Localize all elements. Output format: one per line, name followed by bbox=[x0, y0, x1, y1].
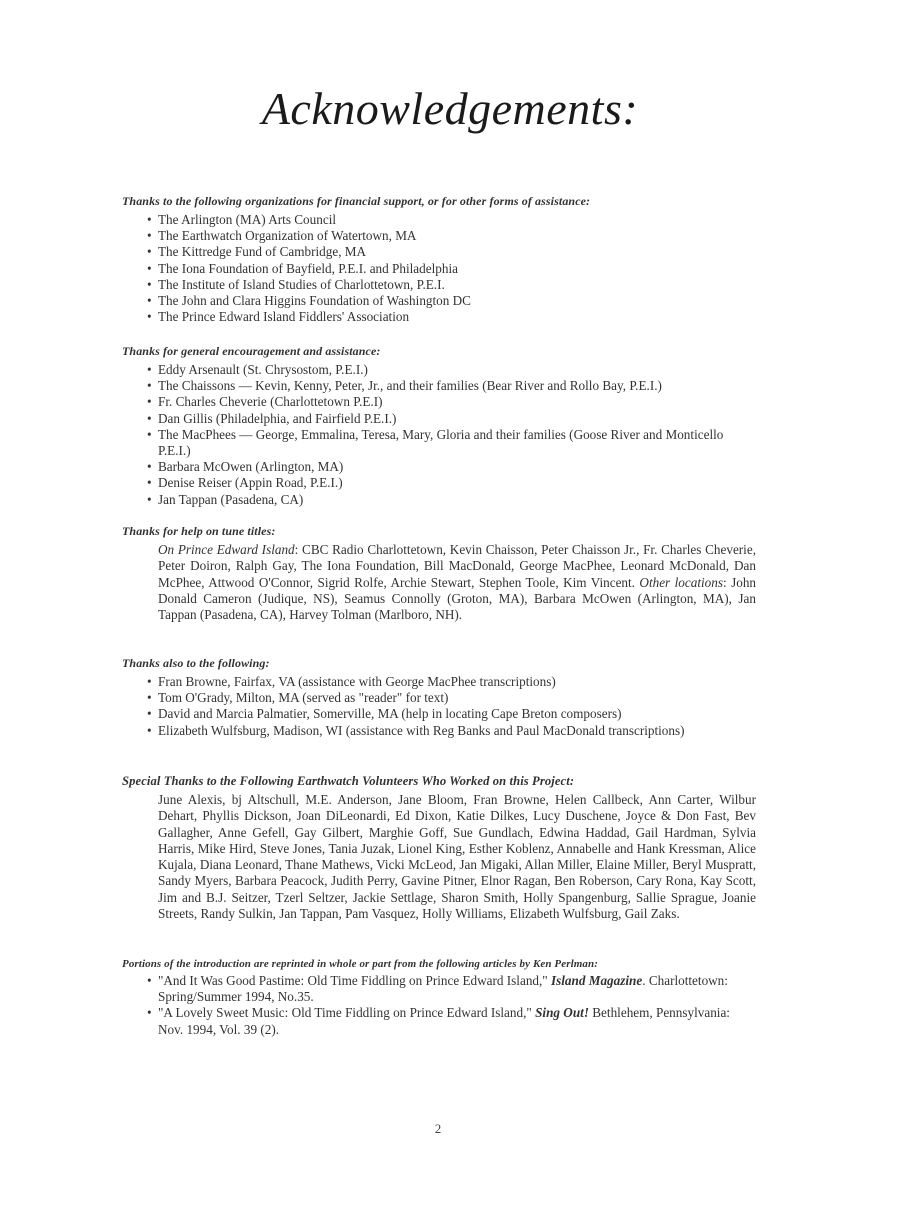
tune-titles-paragraph bbox=[158, 542, 756, 623]
list-item: • The John and Clara Higgins Foundation of Washington DC bbox=[158, 293, 756, 309]
list-item: • David and Marcia Palmatier, Somerville, MA (help in locating Cape Breton composers) bbox=[158, 706, 756, 722]
portions-heading: Portions of the introduction are reprinted in whole or part from the following articles by Ken Perlman: bbox=[122, 958, 599, 970]
article-title: "A Lovely Sweet Music: Old Time Fiddling on Prince Edward Island," bbox=[158, 1005, 536, 1021]
volunteers-paragraph: June Alexis, bj Altschull, M.E. Anderson, Jane Bloom, Fran Browne, Helen Callbeck, Ann Carter, Wilbur Dehart, Phyllis Dickson, Joan DiLeonardi, Ed Dixon, Katie Dilkes, Lucy Duschene, Joyce & Don Fast, Bev Gallagher, Anne Gefell, Gay Gilbert, Marghie Goff, Sue Gundlach, Edwina Haddad, Gail Hardman, Sylvia Harris, Mike Hird, Steve Jones, Tania Juzak, Lionel King, Esther Koblenz, Annabelle and Hank Kressman, Alice Kujala, Diana Leonard, Thane Mathews, Vicki McLeod, Jan Migaki, Allan Miller, Elaine Miller, Beryl Muspratt, Sandy Myers, Barbara Peacock, Judith Perry, Gavine Pitner, Elnor Ragan, Ben Roberson, Cary Rona, Kay Scott, Jim and B.J. Seitzer, Tzerl Seltzer, Jackie Settlage, Sharon Smith, Holly Spangenburg, Sallie Sprague, Joanie Streets, Randy Sulkin, Jan Tappan, Pam Vasquez, Holly Williams, Elizabeth Wulfsburg, Gail Zaks. bbox=[158, 792, 756, 922]
tune-titles-heading: Thanks for help on tune titles: bbox=[122, 524, 276, 538]
thanks-also-list bbox=[122, 674, 756, 739]
article-title: "And It Was Good Pastime: Old Time Fiddling on Prince Edward Island," bbox=[158, 973, 551, 988]
article-source: Sing Out! bbox=[535, 1005, 589, 1021]
thanks-also-section bbox=[122, 656, 756, 739]
list-item: • Denise Reiser (Appin Road, P.E.I.) bbox=[158, 475, 756, 491]
page-title: Acknowledgements: bbox=[261, 83, 639, 134]
list-item: • The Chaissons — Kevin, Kenny, Peter, Jr., and their families (Bear River and Rollo Bay, P.E.I.) bbox=[158, 378, 756, 394]
list-item: • The Kittredge Fund of Cambridge, MA bbox=[158, 244, 756, 260]
general-heading: Thanks for general encouragement and assistance: bbox=[122, 344, 381, 358]
article-details: Bethlehem, Pennsylvania: Nov. 1994, Vol. 39 (2). bbox=[158, 1005, 730, 1037]
portions-section bbox=[122, 958, 756, 1038]
list-item: • Barbara McOwen (Arlington, MA) bbox=[158, 459, 756, 475]
organizations-heading: Thanks to the following organizations for financial support, or for other forms of assistance: bbox=[122, 194, 591, 208]
list-item: • The Institute of Island Studies of Charlottetown, P.E.I. bbox=[158, 277, 756, 293]
volunteers-section bbox=[122, 774, 756, 922]
list-item bbox=[158, 1005, 756, 1037]
organizations-list bbox=[122, 212, 756, 325]
list-item: • The Prince Edward Island Fiddlers' Association bbox=[158, 309, 756, 325]
volunteers-heading: Special Thanks to the Following Earthwatch Volunteers Who Worked on this Project: bbox=[122, 774, 575, 788]
list-item bbox=[158, 973, 756, 1005]
article-details: . Charlottetown: Spring/Summer 1994, No.35. bbox=[158, 973, 728, 1005]
other-locations-label: Other locations bbox=[639, 574, 723, 590]
list-item: • Eddy Arsenault (St. Chrysostom, P.E.I.) bbox=[158, 362, 756, 378]
list-item: • Elizabeth Wulfsburg, Madison, WI (assistance with Reg Banks and Paul MacDonald transcriptions) bbox=[158, 723, 756, 739]
list-item: • Fran Browne, Fairfax, VA (assistance with George MacPhee transcriptions) bbox=[158, 674, 756, 690]
general-section bbox=[122, 344, 756, 508]
page-number: 2 bbox=[434, 1121, 442, 1136]
list-item: • Tom O'Grady, Milton, MA (served as "reader" for text) bbox=[158, 690, 756, 706]
thanks-also-heading: Thanks also to the following: bbox=[122, 656, 270, 670]
pei-text: : CBC Radio Charlottetown, Kevin Chaisson, Peter Chaisson Jr., Fr. Charles Cheverie, Peter Doiron, Ralph Gay, The Iona Foundation, Bill MacDonald, George MacPhee, Leonard McDonald, Dan McPhee, Attwood O'Connor, Sigrid Rolfe, Archie Stewart, Stephen Toole, Kim Vincent. bbox=[158, 542, 756, 590]
tune-titles-section bbox=[122, 524, 756, 623]
article-source: Island Magazine bbox=[550, 973, 643, 988]
list-item: • The Earthwatch Organization of Watertown, MA bbox=[158, 228, 756, 244]
list-item: • The MacPhees — George, Emmalina, Teresa, Mary, Gloria and their families (Goose River and Monticello P.E.I.) bbox=[158, 427, 756, 459]
list-item: • The Iona Foundation of Bayfield, P.E.I. and Philadelphia bbox=[158, 261, 756, 277]
portions-list bbox=[122, 973, 756, 1038]
list-item: • Jan Tappan (Pasadena, CA) bbox=[158, 492, 756, 508]
list-item: • The Arlington (MA) Arts Council bbox=[158, 212, 756, 228]
general-list bbox=[122, 362, 756, 508]
organizations-section bbox=[122, 194, 756, 325]
list-item: • Fr. Charles Cheverie (Charlottetown P.E.I) bbox=[158, 394, 756, 410]
pei-label: On Prince Edward Island bbox=[158, 542, 295, 557]
list-item: • Dan Gillis (Philadelphia, and Fairfield P.E.I.) bbox=[158, 411, 756, 427]
other-locations-text: : John Donald Cameron (Judique, NS), Seamus Connolly (Groton, MA), Barbara McOwen (Arlington, MA), Jan Tappan (Pasadena, CA), Harvey Tolman (Marlboro, NH). bbox=[158, 574, 757, 623]
